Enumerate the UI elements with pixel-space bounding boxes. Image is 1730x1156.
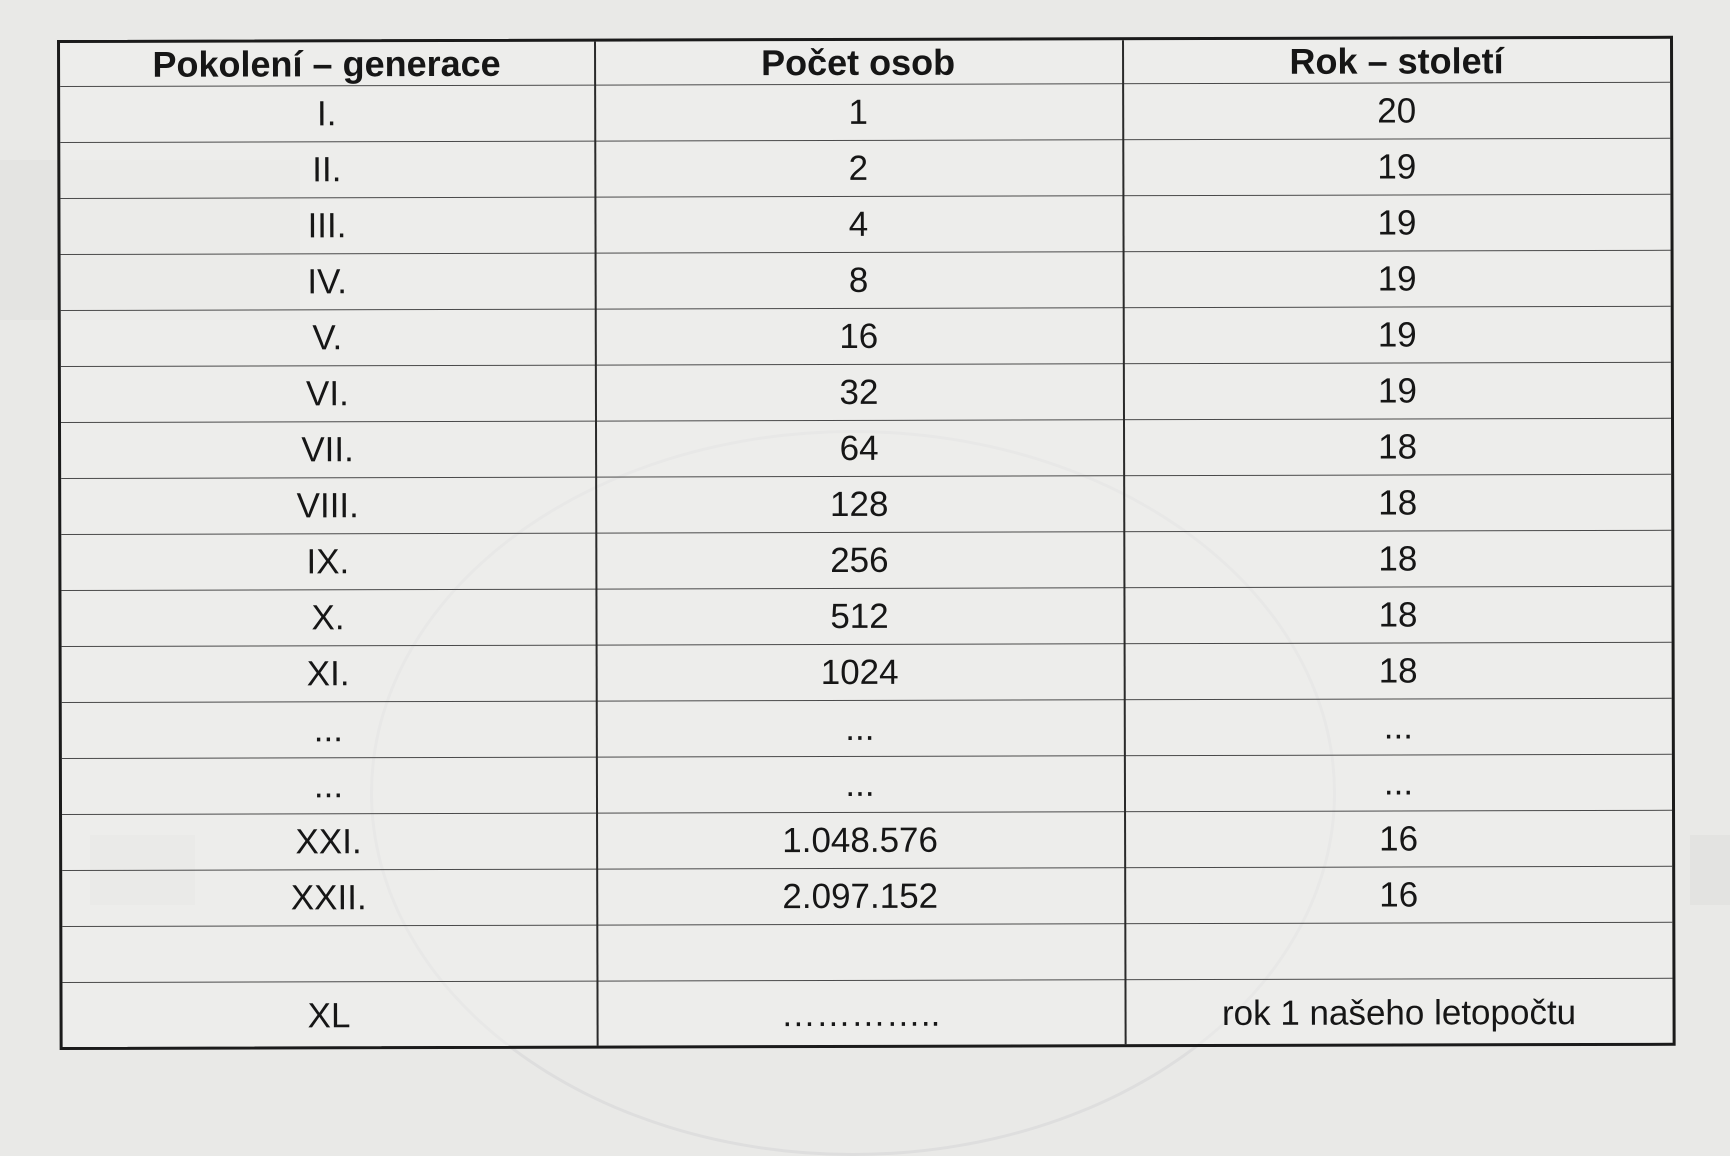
table-row <box>62 811 1672 871</box>
person-count-cell: 8 <box>848 260 869 300</box>
century-cell: 18 <box>1378 595 1418 635</box>
table-row <box>62 979 1672 1049</box>
column-header: Pokolení – generace <box>152 42 501 85</box>
century-cell: 19 <box>1377 315 1417 355</box>
generation-cell: I. <box>316 94 337 134</box>
person-count-cell: 1.048.576 <box>782 820 939 861</box>
ghost-block <box>1690 835 1730 905</box>
century-cell: 16 <box>1379 875 1419 915</box>
generation-cell: XL <box>307 995 351 1035</box>
person-count-cell: 32 <box>839 372 879 412</box>
century-cell: 18 <box>1378 651 1418 691</box>
generation-cell: V. <box>312 318 343 358</box>
table-row <box>61 251 1671 311</box>
table-row <box>62 755 1672 815</box>
table-row <box>61 419 1671 479</box>
century-cell: 20 <box>1377 91 1417 131</box>
century-cell: 19 <box>1377 203 1417 243</box>
person-count-cell: 1 <box>848 92 868 132</box>
generation-cell: XXII. <box>290 878 367 918</box>
century-cell: ... <box>1383 763 1414 803</box>
person-count-cell: 16 <box>839 316 879 356</box>
table-row <box>62 923 1672 983</box>
column-header: Rok – století <box>1289 39 1504 82</box>
column-header: Počet osob <box>760 41 956 83</box>
generation-cell: ... <box>313 766 344 806</box>
person-count-cell: 1024 <box>820 652 899 693</box>
table-row <box>60 195 1670 255</box>
century-cell: 19 <box>1377 147 1417 187</box>
generation-cell: IV. <box>307 262 347 302</box>
person-count-cell <box>597 924 1123 980</box>
generation-cell: III. <box>307 206 347 246</box>
table-row <box>61 307 1671 367</box>
table-row <box>62 867 1672 927</box>
century-cell: 18 <box>1378 483 1418 523</box>
century-cell: rok 1 našeho letopočtu <box>1221 992 1577 1033</box>
table-row <box>61 531 1671 591</box>
generation-cell: X. <box>311 598 345 638</box>
person-count-cell: ... <box>845 764 875 804</box>
table-row <box>60 139 1670 199</box>
century-cell: 18 <box>1378 427 1418 467</box>
table-row <box>62 643 1672 703</box>
table-header-row <box>60 39 1670 87</box>
generation-cell: VII. <box>301 430 354 470</box>
person-count-cell: 2.097.152 <box>782 876 939 917</box>
generation-cell: XI. <box>306 654 350 694</box>
person-count-cell: 4 <box>848 204 869 244</box>
person-count-cell: 128 <box>829 484 889 524</box>
table-row <box>61 363 1671 423</box>
generation-cell: VI. <box>305 374 349 414</box>
table-row <box>62 699 1672 759</box>
generation-cell: XXI. <box>295 822 362 862</box>
century-cell <box>1125 923 1672 979</box>
century-cell: 16 <box>1379 819 1419 859</box>
person-count-cell: ... <box>845 708 875 748</box>
generations-table <box>57 36 1676 1050</box>
table-row <box>61 587 1671 647</box>
person-count-cell: ………….. <box>780 994 941 1034</box>
person-count-cell: 512 <box>830 596 889 636</box>
person-count-cell: 256 <box>830 540 889 580</box>
generation-cell: VIII. <box>296 486 359 526</box>
generation-cell <box>62 926 595 982</box>
century-cell: ... <box>1383 707 1413 747</box>
table-row <box>61 475 1671 535</box>
generation-cell: ... <box>313 710 343 750</box>
generation-cell: IX. <box>306 542 350 582</box>
person-count-cell: 64 <box>839 428 879 468</box>
table-row <box>60 83 1670 143</box>
person-count-cell: 2 <box>848 148 869 188</box>
century-cell: 19 <box>1377 259 1417 299</box>
generation-cell: II. <box>312 150 342 190</box>
century-cell: 18 <box>1378 539 1418 579</box>
century-cell: 19 <box>1377 371 1417 411</box>
